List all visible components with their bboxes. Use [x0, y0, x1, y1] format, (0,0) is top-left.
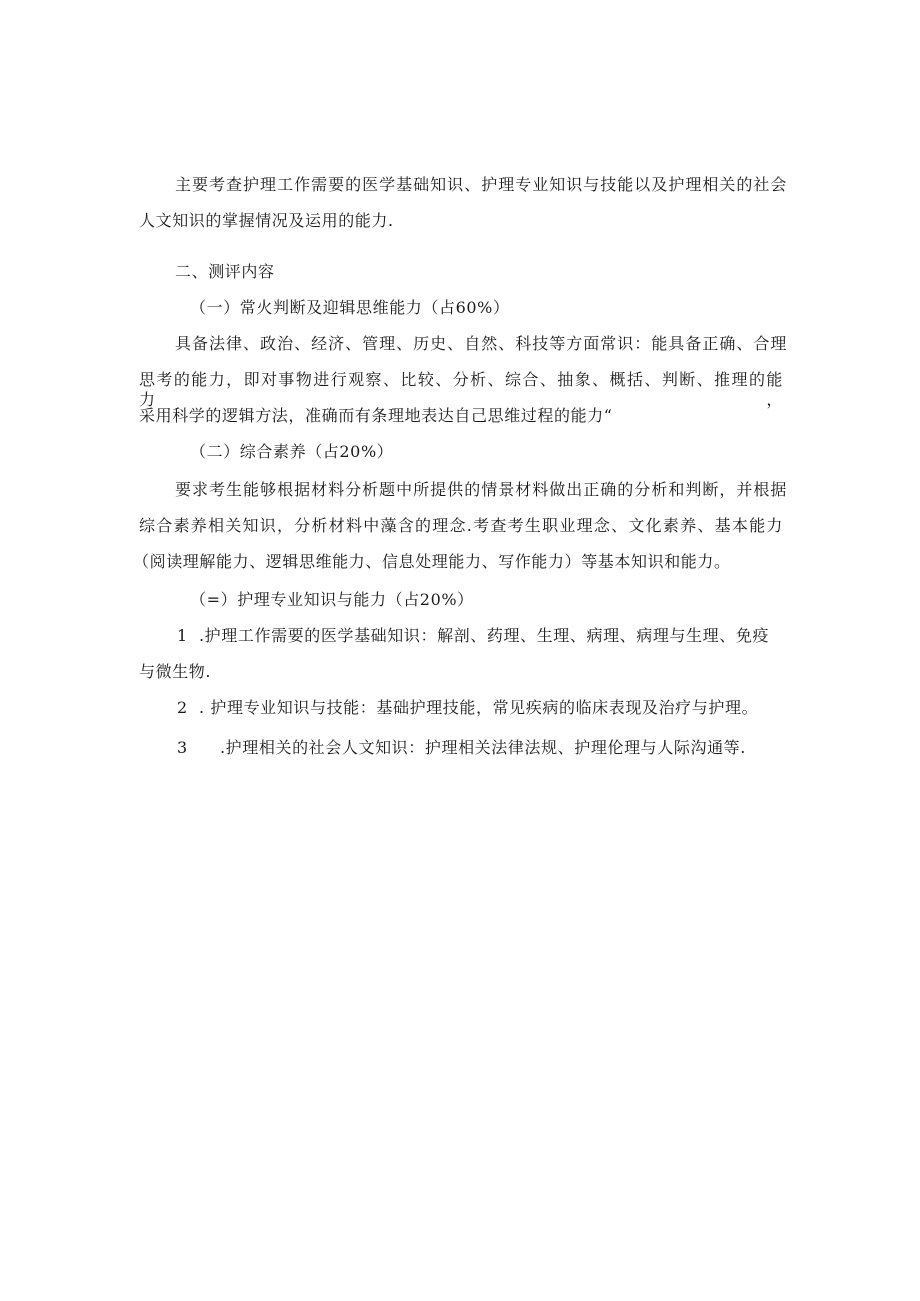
part2-line-3: （阅读理解能力、逻辑思维能力、信息处理能力、写作能力）等基本知识和能力。 — [133, 552, 731, 571]
part2-heading: （二）综合素养（占20%） — [190, 442, 394, 461]
item-1-line-1: .护理工作需要的医学基础知识：解剖、药理、生理、病理、病理与生理、免疫 — [199, 626, 770, 645]
part1-line-3: 采用科学的逻辑方法，准确而有条理地表达自己思维过程的能力“ — [139, 406, 613, 425]
item-2-line-1: . 护理专业知识与技能：基础护理技能，常见疾病的临床表现及治疗与护理。 — [199, 698, 759, 717]
item-1-line-2: 与微生物. — [139, 662, 212, 681]
item-3-line-1: .护理相关的社会人文知识：护理相关法律法规、护理伦理与人际沟通等. — [220, 738, 746, 757]
part1-line-1: 具备法律、政治、经济、管理、历史、自然、科技等方面常识：能具备正确、合理 — [175, 334, 787, 353]
part1-heading: （一）常火判断及迎辑思维能力（占60%） — [190, 298, 510, 317]
part2-line-2: 综合素养相关知识，分析材料中藻含的理念.考查考生职业理念、文化素养、基本能力 — [139, 516, 783, 535]
part1-line-2: 思考的能力，即对事物进行观察、比较、分析、综合、抽象、概括、判断、推理的能力， — [139, 370, 783, 409]
item-1-number: 1 — [177, 626, 188, 645]
part3-heading: （=）护理专业知识与能力（占20%） — [190, 590, 474, 609]
part2-line-1: 要求考生能够根据材料分析题中所提供的情景材料做出正确的分析和判断，并根据 — [175, 480, 787, 499]
item-3-number: 3 — [177, 738, 188, 757]
intro-line-1: 主要考查护理工作需要的医学基础知识、护理专业知识与技能以及护理相关的社会 — [175, 175, 787, 194]
section-heading: 二、测评内容 — [175, 262, 275, 281]
item-2-number: 2 — [177, 698, 188, 717]
intro-line-2: 人文知识的掌握情况及运用的能力. — [139, 211, 394, 230]
